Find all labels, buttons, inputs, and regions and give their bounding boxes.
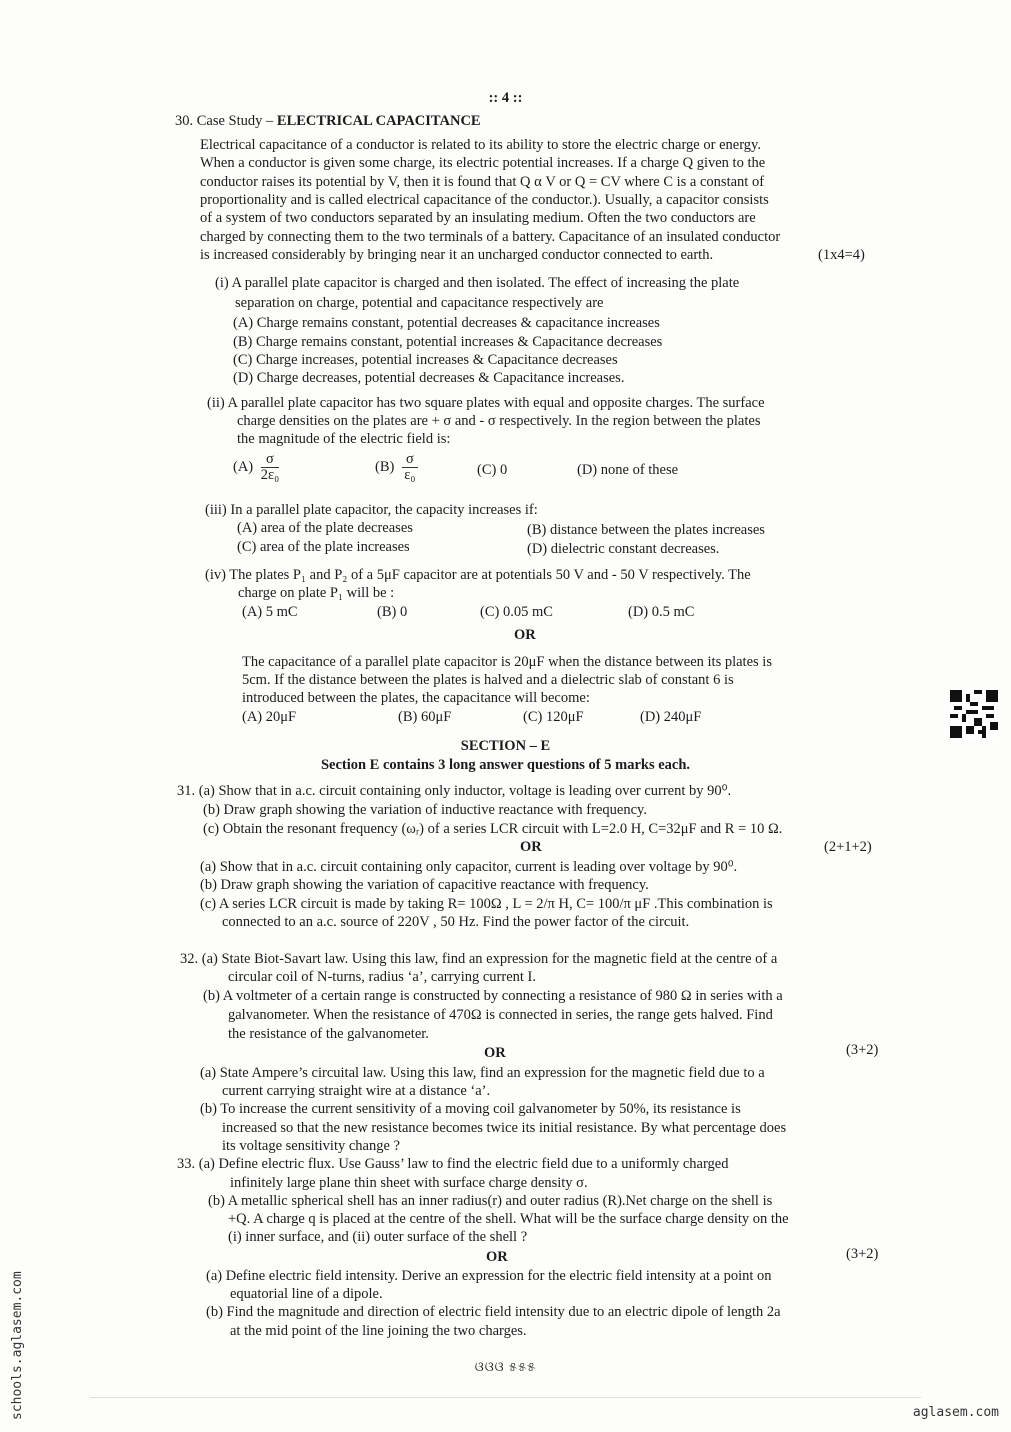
question-stem: (i) A parallel plate capacitor is charged and then isolated. The effect of increasing the plate <box>215 275 740 291</box>
passage-line: of a system of two conductors separated by an insulating medium. Often the two conductors are <box>200 210 756 226</box>
q30-marks: (1x4=4) <box>818 247 865 263</box>
question-stem: (iv) The plates P₁ and P₂ of a 5μF capacitor are at potentials 50 V and - 50 V respectively. The <box>205 567 751 583</box>
option-a <box>233 452 279 483</box>
option-label: (B) <box>375 458 395 475</box>
option: (D) 0.5 mC <box>628 604 695 620</box>
q30-heading <box>175 112 481 130</box>
question-line: (b) Draw graph showing the variation of inductive reactance with frequency. <box>203 802 647 818</box>
question-line: its voltage sensitivity change ? <box>222 1138 400 1154</box>
question-line: (b) Find the magnitude and direction of electric field intensity due to an electric dipole of length 2a <box>206 1304 781 1320</box>
section-e-subtitle: Section E contains 3 long answer questions of 5 marks each. <box>320 757 691 773</box>
question-stem: charge on plate P₁ will be : <box>238 585 395 601</box>
marks: (3+2) <box>846 1246 879 1262</box>
passage-line: conductor raises its potential by V, then it is found that Q α V or Q = CV where C is a constant of <box>200 174 765 190</box>
passage-line: proportionality and is called electrical capacitance of the conductor.). Usually, a capacitor consists <box>200 192 769 208</box>
or-label: OR <box>484 1045 506 1061</box>
question-line: (b) To increase the current sensitivity of a moving coil galvanometer by 50%, its resistance is <box>200 1101 741 1117</box>
option: (A) Charge remains constant, potential decreases & capacitance increases <box>233 315 660 331</box>
question-line: +Q. A charge q is placed at the centre of the shell. What will be the surface charge density on the <box>228 1211 789 1227</box>
question-stem: (iii) In a parallel plate capacitor, the capacity increases if: <box>205 502 538 518</box>
question-line: equatorial line of a dipole. <box>230 1286 383 1302</box>
option: (B) distance between the plates increases <box>527 522 765 538</box>
question-stem: introduced between the plates, the capacitance will become: <box>242 690 590 706</box>
question-line: 33. (a) Define electric flux. Use Gauss’ law to find the electric field due to a uniformly charged <box>177 1156 729 1172</box>
fraction <box>402 452 418 483</box>
question-line: infinitely large plane thin sheet with surface charge density σ. <box>230 1175 588 1191</box>
question-line: (b) Draw graph showing the variation of capacitive reactance with frequency. <box>200 877 649 893</box>
option: (B) Charge remains constant, potential increases & Capacitance decreases <box>233 334 663 350</box>
option: (B) 0 <box>377 604 408 620</box>
question-line: (b) A metallic spherical shell has an inner radius(r) and outer radius (R).Net charge on the shell is <box>208 1193 773 1209</box>
option: (D) Charge decreases, potential decreases & Capacitance increases. <box>233 370 625 386</box>
section-e-title: SECTION – E <box>460 738 551 754</box>
question-line: increased so that the new resistance becomes twice its initial resistance. By what percentage does <box>222 1120 787 1136</box>
question-line: (b) A voltmeter of a certain range is constructed by connecting a resistance of 980 Ω in series with a <box>203 988 783 1004</box>
option: (A) 5 mC <box>242 604 298 620</box>
question-stem: the magnitude of the electric field is: <box>237 431 451 447</box>
denominator: ε₀ <box>404 467 416 483</box>
question-stem: The capacitance of a parallel plate capacitor is 20μF when the distance between its plates is <box>242 654 772 670</box>
question-line: (a) Show that in a.c. circuit containing only capacitor, current is leading over voltage by 90⁰. <box>200 859 738 875</box>
option-d: (D) none of these <box>577 462 679 478</box>
passage-line: Electrical capacitance of a conductor is related to its ability to store the electric charge or energy. <box>200 137 761 153</box>
question-line: (c) A series LCR circuit is made by taking R= 100Ω , L = 2/π H, C= 100/π μF .This combination is <box>200 896 773 912</box>
divider <box>90 1397 921 1398</box>
passage-line: is increased considerably by bringing near it an uncharged conductor connected to earth. <box>200 247 714 263</box>
end-mark: ଓଓଓ ୫୫୫ <box>474 1359 537 1374</box>
question-line: current carrying straight wire at a distance ‘a’. <box>222 1083 491 1099</box>
side-watermark[interactable]: schools.aglasem.com <box>10 1271 25 1420</box>
or-label: OR <box>486 1249 508 1265</box>
marks: (2+1+2) <box>824 839 872 855</box>
option: (A) 20μF <box>242 709 297 725</box>
numerator: σ <box>261 452 279 468</box>
question-line: (a) State Ampere’s circuital law. Using this law, find an expression for the magnetic field due to a <box>200 1065 765 1081</box>
passage-line: When a conductor is given some charge, its electric potential increases. If a charge Q given to the <box>200 155 766 171</box>
option: (C) 120μF <box>523 709 584 725</box>
passage-line: charged by connecting them to the two terminals of a battery. Capacitance of an insulated conductor <box>200 229 781 245</box>
page-number: :: 4 :: <box>488 90 523 106</box>
question-line: at the mid point of the line joining the two charges. <box>230 1323 527 1339</box>
marks: (3+2) <box>846 1042 879 1058</box>
question-line: (c) Obtain the resonant frequency (ωᵣ) of a series LCR circuit with L=2.0 H, C=32μF and R = 10 Ω. <box>203 821 783 837</box>
option-b <box>375 452 418 483</box>
or-label: OR <box>520 839 542 855</box>
question-line: (a) Define electric field intensity. Derive an expression for the electric field intensity at a point on <box>206 1268 772 1284</box>
fraction <box>261 452 279 483</box>
question-stem: charge densities on the plates are + σ and - σ respectively. In the region between the plates <box>237 413 761 429</box>
numerator: σ <box>402 452 418 468</box>
question-stem: separation on charge, potential and capacitance respectively are <box>235 295 604 311</box>
q30-prefix: 30. Case Study – <box>175 113 277 129</box>
question-line: connected to an a.c. source of 220V , 50 Hz. Find the power factor of the circuit. <box>222 914 690 930</box>
option: (B) 60μF <box>398 709 452 725</box>
q30-title: ELECTRICAL CAPACITANCE <box>276 113 481 129</box>
question-line: galvanometer. When the resistance of 470Ω is connected in series, the range gets halved. Find <box>228 1007 773 1023</box>
question-line: 32. (a) State Biot-Savart law. Using this law, find an expression for the magnetic field at the centre of a <box>180 951 778 967</box>
option-c: (C) 0 <box>477 462 508 478</box>
option-label: (A) <box>233 458 254 475</box>
option: (C) 0.05 mC <box>480 604 553 620</box>
denominator: 2ε₀ <box>260 467 280 483</box>
question-stem: (ii) A parallel plate capacitor has two square plates with equal and opposite charges. The surface <box>207 395 765 411</box>
or-label: OR <box>514 627 536 643</box>
brand-watermark[interactable]: aglasem.com <box>912 1405 999 1420</box>
option: (A) area of the plate decreases <box>237 520 413 536</box>
question-line: the resistance of the galvanometer. <box>228 1026 429 1042</box>
option: (D) 240μF <box>640 709 702 725</box>
question-stem: 5cm. If the distance between the plates is halved and a dielectric slab of constant 6 is <box>242 672 734 688</box>
qr-code-icon <box>950 690 998 738</box>
option: (C) area of the plate increases <box>237 539 410 555</box>
option: (D) dielectric constant decreases. <box>527 541 720 557</box>
question-line: 31. (a) Show that in a.c. circuit containing only inductor, voltage is leading over current by 90⁰. <box>177 783 732 799</box>
option: (C) Charge increases, potential increases & Capacitance decreases <box>233 352 618 368</box>
question-line: circular coil of N-turns, radius ‘a’, carrying current I. <box>228 969 536 985</box>
question-line: (i) inner surface, and (ii) outer surface of the shell ? <box>228 1229 528 1245</box>
